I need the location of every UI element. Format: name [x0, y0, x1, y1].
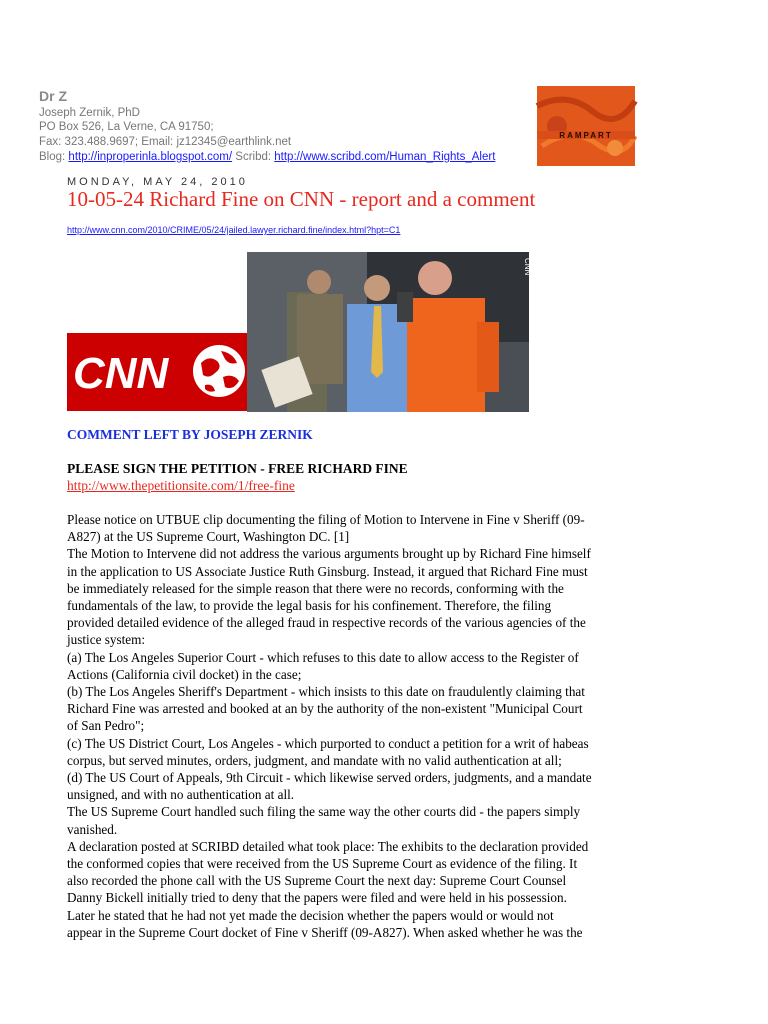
author-fullname: Joseph Zernik, PhD — [39, 107, 140, 119]
body-line: A declaration posted at SCRIBD detailed what took place: The exhibits to the declaration provided — [67, 838, 589, 854]
body-line: The Motion to Intervene did not address the various arguments brought up by Richard Fine himself — [67, 546, 591, 562]
body-line: (b) The Los Angeles Sheriff's Department - which insists to this date on fraudulently claiming that — [67, 684, 585, 700]
body-line: Later he stated that he had not yet made the decision whether the papers would or would not — [67, 907, 554, 923]
body-line: vanished. — [67, 821, 118, 837]
author-address: PO Box 526, La Verne, CA 91750; — [39, 121, 214, 133]
comment-heading: COMMENT LEFT BY JOSEPH ZERNIK — [67, 427, 313, 442]
cnn-article-link[interactable]: http://www.cnn.com/2010/CRIME/05/24/jailed.lawyer.richard.fine/index.html?hpt=C1 — [67, 225, 401, 235]
petition-link[interactable]: http://www.thepetitionsite.com/1/free-fine — [67, 478, 295, 493]
cnn-logo-graphic — [67, 333, 247, 411]
author-contact: Fax: 323.488.9697; Email: jz12345@earthlink.net — [39, 136, 292, 148]
body-line: provided detailed evidence of the alleged fraud in respective records of the various agencies of the — [67, 615, 586, 631]
body-line: (d) The US Court of Appeals, 9th Circuit - which likewise served orders, judgments, and a mandate — [67, 770, 592, 786]
petition-heading: PLEASE SIGN THE PETITION - FREE RICHARD FINE — [67, 461, 408, 476]
body-line: unsigned, and with no authentication at all. — [67, 787, 295, 803]
rampart-logo-text: RAMPART — [559, 131, 613, 140]
post-title[interactable]: 10-05-24 Richard Fine on CNN - report and a comment — [67, 187, 536, 211]
body-line: be immediately released for the simple reason that there were no records, conforming with the — [67, 580, 564, 596]
body-line: (a) The Los Angeles Superior Court - which refuses to this date to allow access to the Register of — [67, 649, 579, 665]
body-line: A827) at the US Supreme Court, Washington DC. [1] — [67, 529, 350, 545]
news-photo — [247, 252, 532, 412]
body-line: Danny Bickell initially tried to deny that the papers were filed and were held in his possession. — [67, 890, 567, 906]
photo-watermark: CNN — [523, 258, 532, 276]
body-line: corpus, but served minutes, orders, judgment, and mandate with no valid authentication at all; — [67, 752, 562, 768]
body-line: Actions (California civil docket) in the case; — [67, 666, 302, 682]
body-line: fundamentals of the law, to provide the legal basis for his confinement. Therefore, the filing — [67, 598, 552, 614]
cnn-logo — [67, 333, 247, 411]
blog-label: Blog: — [39, 151, 69, 163]
body-line: of San Pedro"; — [67, 718, 145, 734]
body-line: in the application to US Associate Justice Ruth Ginsburg. Instead, it argued that Richard Fine must — [67, 563, 588, 579]
news-photo-graphic — [247, 252, 532, 412]
body-line: Please notice on UTBUE clip documenting the filing of Motion to Intervene in Fine v Sheriff (09- — [67, 512, 585, 527]
scribd-label: Scribd: — [232, 151, 275, 163]
body-line: appear in the Supreme Court docket of Fine v Sheriff (09-A827). When asked whether he was the — [67, 924, 583, 940]
cnn-logo-text: CNN — [73, 349, 169, 398]
post-date: MONDAY, MAY 24, 2010 — [67, 176, 248, 188]
body-line: The US Supreme Court handled such filing the same way the other courts did - the papers simply — [67, 804, 581, 820]
body-line: also recorded the phone call with the US Supreme Court the next day: Supreme Court Counsel — [67, 873, 567, 889]
body-line: Richard Fine was arrested and booked at an by the authority of the non-existent "Municipal Court — [67, 701, 583, 717]
author-links — [39, 150, 495, 164]
body-line: (c) The US District Court, Los Angeles - which purported to conduct a petition for a writ of habeas — [67, 735, 589, 751]
blog-link[interactable]: http://inproperinla.blogspot.com/ — [68, 151, 233, 163]
body-line: the conformed copies that were received from the US Supreme Court as evidence of the filing. It — [67, 856, 578, 872]
comment-body — [67, 511, 707, 941]
scribd-link[interactable]: http://www.scribd.com/Human_Rights_Alert — [274, 151, 496, 163]
globe-icon — [193, 345, 245, 397]
body-line: justice system: — [67, 632, 146, 648]
author-name: Dr Z — [39, 88, 67, 104]
rampart-logo-graphic — [537, 86, 635, 166]
rampart-logo — [537, 86, 635, 166]
